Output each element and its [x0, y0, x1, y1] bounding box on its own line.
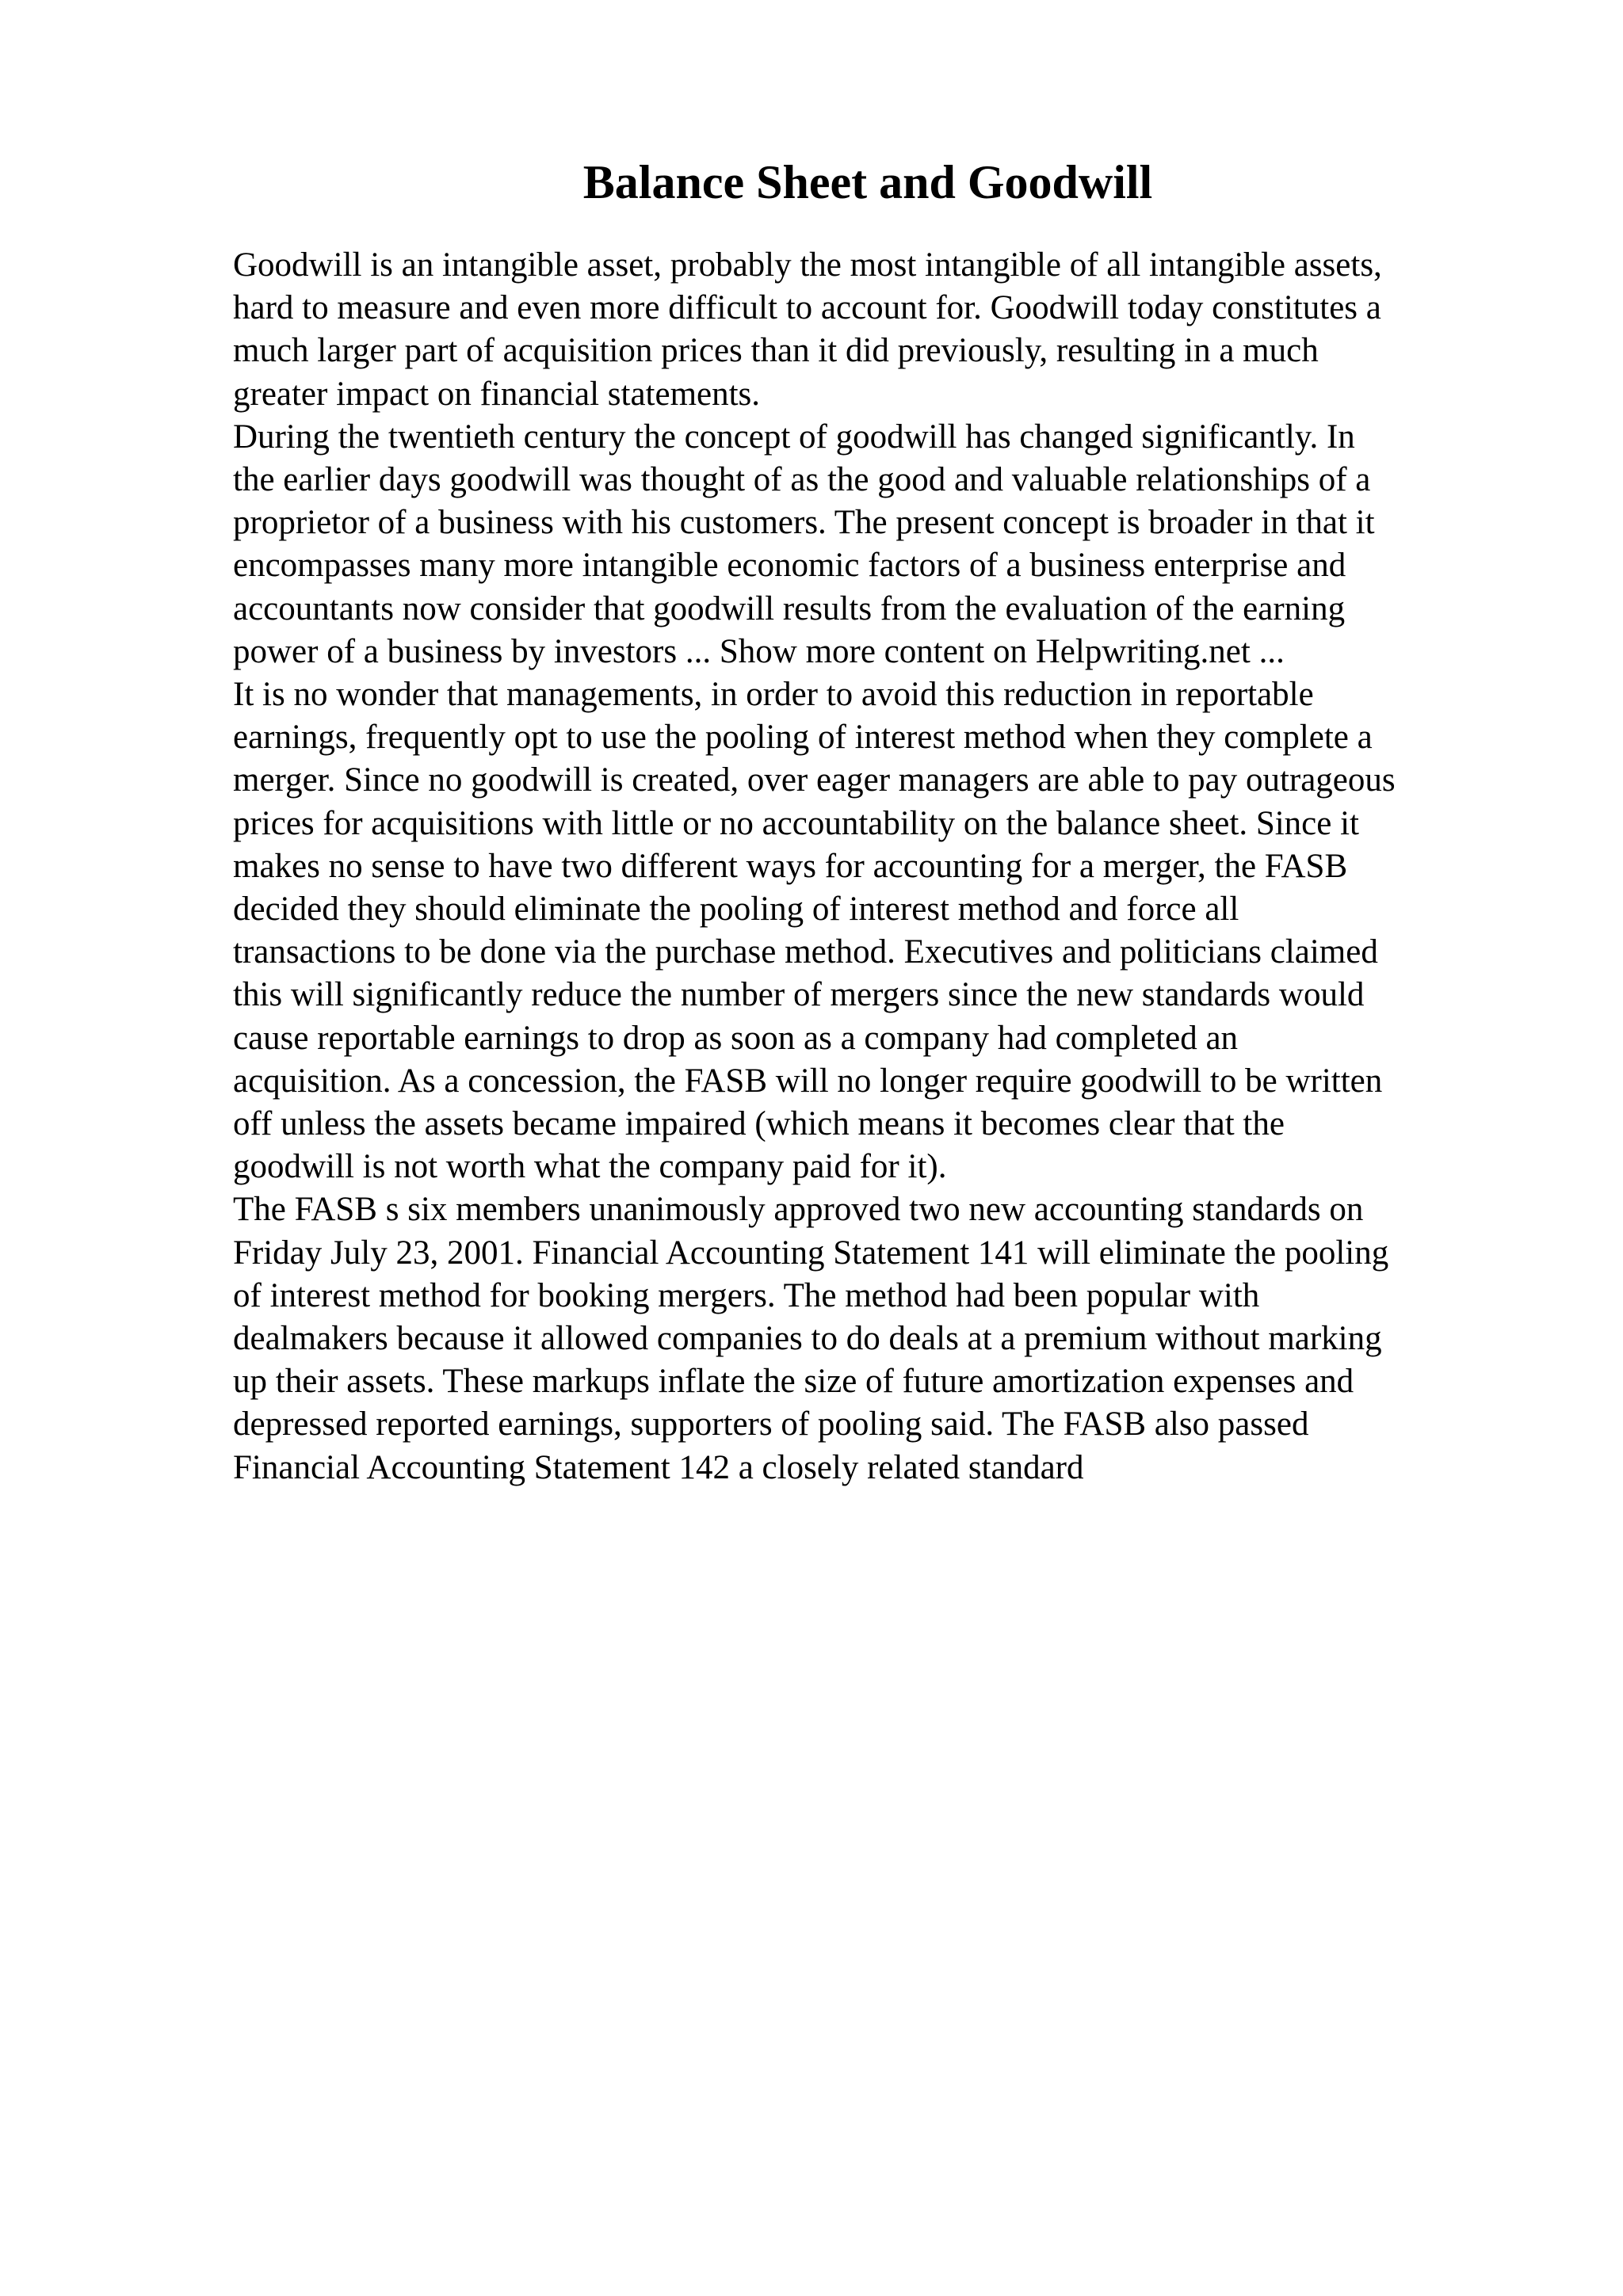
paragraph-fasb-standards: The FASB s six members unanimously approved two new accounting standards on Friday July 23, 2001. Financial Accounting Statement 141 will eliminate the pooling of interest method for booking mergers. The method had been popular with dealmakers because it allowed companies to do deals at a premium without marking up their assets. These markups inflate the size of future amortization expenses and depressed reported earnings, supporters of pooling said. The FASB also passed Financial Accounting Statement 142 a closely related standard	[233, 1191, 1389, 1486]
paragraph-goodwill-concept: During the twentieth century the concept of goodwill has changed significantly. In the earlier days goodwill was thought of as the good and valuable relationships of a proprietor of a business with his customers. The present concept is broader in that it encompasses many more intangible economic factors of a business enterprise and accountants now consider that goodwill results from the evaluation of the earning power of a business by investors ... Show more content on Helpwriting.net ...	[233, 418, 1375, 670]
document-body	[233, 244, 1517, 1489]
document-title: Balance Sheet and Goodwill	[582, 156, 1153, 208]
paragraph-goodwill-intro: Goodwill is an intangible asset, probably the most intangible of all intangible assets, hard to measure and even more difficult to account for. Goodwill today constitutes a much larger part of acquisition prices than it did previously, resulting in a much greater impact on financial statements.	[233, 246, 1382, 413]
paragraph-pooling-method: It is no wonder that managements, in order to avoid this reduction in reportable earnings, frequently opt to use the pooling of interest method when they complete a merger. Since no goodwill is created, over eager managers are able to pay outrageous prices for acquisitions with little or no accountability on the balance sheet. Since it makes no sense to have two different ways for accounting for a merger, the FASB decided they should eliminate the pooling of interest method and force all transactions to be done via the purchase method. Executives and politicians claimed this will significantly reduce the number of mergers since the new standards would cause reportable earnings to drop as soon as a company had completed an acquisition. As a concession, the FASB will no longer require goodwill to be written off unless the assets became impaired (which means it becomes clear that the goodwill is not worth what the company paid for it).	[233, 676, 1396, 1186]
